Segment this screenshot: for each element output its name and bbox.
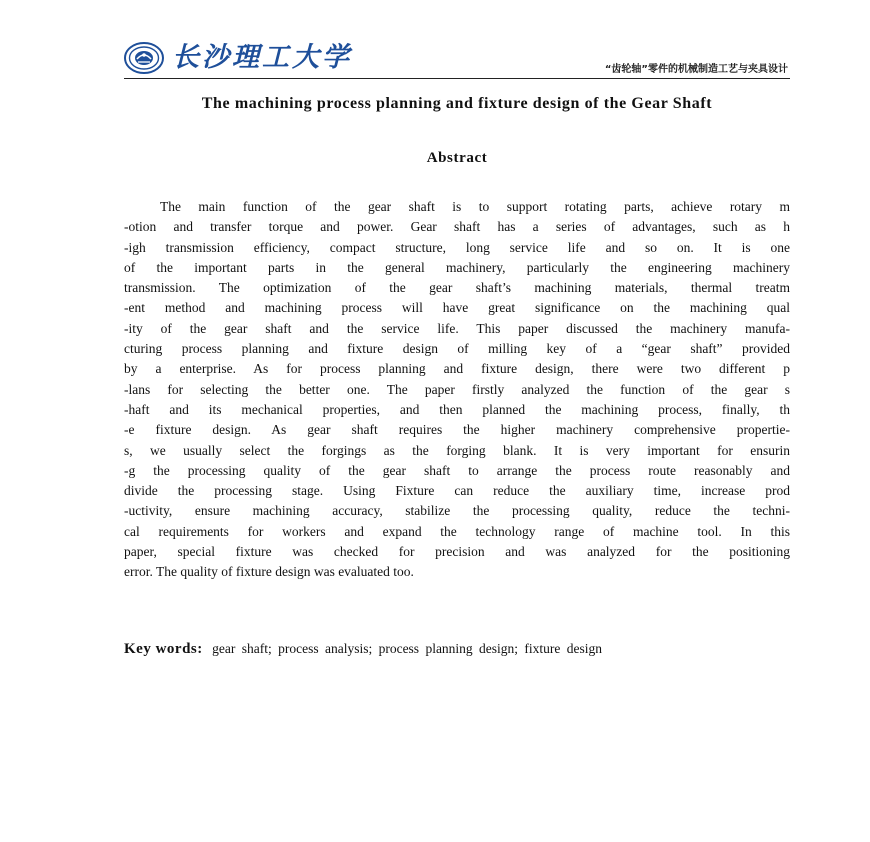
running-header-title: “齿轮轴”零件的机械制造工艺与夹具设计 [604,64,788,75]
abstract-line: -e fixture design. As gear shaft requires the higher machinery comprehensive propertie- [124,422,790,438]
page-header [124,40,790,79]
keywords-label: Key words: [124,641,203,657]
abstract-line: -ity of the gear shaft and the service life. This paper discussed the machinery manufa- [124,320,790,336]
abstract-line: s, we usually select the forgings as the forging blank. It is very important for ensurin [124,442,790,458]
abstract-line: -ent method and machining process will have great significance on the machining qual [124,300,790,316]
university-logo [124,40,352,76]
university-logo-text: 长沙理工大学 [172,42,352,73]
document-title: The machining process planning and fixture design of the Gear Shaft [201,95,713,112]
abstract-line: -haft and its mechanical properties, and then planned the machining process, finally, th [124,401,790,417]
keywords [124,639,790,659]
abstract-line: The main function of the gear shaft is to support rotating parts, achieve rotary m [160,199,790,214]
abstract-line: paper, special fixture was checked for precision and was analyzed for the positioning [124,544,790,560]
abstract-line: divide the processing stage. Using Fixture can reduce the auxiliary time, increase prod [124,483,790,499]
keywords-text: gear shaft; process analysis; process planning design; fixture design [212,641,603,656]
abstract-line: cal requirements for workers and expand the technology range of machine tool. In this [124,523,790,539]
abstract-line: by a enterprise. As for process planning and fixture design, there were two different p [124,361,790,377]
abstract-line: -lans for selecting the better one. The paper firstly analyzed the function of the gear s [124,381,790,397]
abstract-line: of the important parts in the general machinery, particularly the engineering machinery [124,259,790,275]
abstract-body [124,197,790,583]
abstract-line: error. The quality of fixture design was evaluated too. [124,564,414,580]
abstract-line: -uctivity, ensure machining accuracy, stabilize the processing quality, reduce the techni- [124,503,790,519]
abstract-line: -g the processing quality of the gear shaft to arrange the process route reasonably and [124,462,790,478]
university-seal-icon [124,42,164,74]
abstract-line: -otion and transfer torque and power. Gear shaft has a series of advantages, such as h [124,219,790,235]
abstract-heading: Abstract [426,150,488,166]
abstract-line: cturing process planning and fixture design of milling key of a “gear shaft” provided [124,341,790,357]
abstract-line: -igh transmission efficiency, compact structure, long service life and so on. It is one [124,239,790,255]
abstract-line: transmission. The optimization of the gear shaft’s machining materials, thermal treatm [124,280,790,296]
